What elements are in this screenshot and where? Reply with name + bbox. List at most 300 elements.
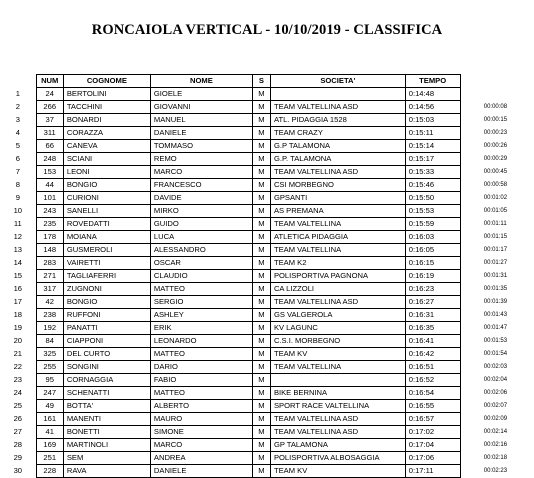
surname-cell: BONARDI: [63, 114, 150, 127]
table-row: [0, 413, 534, 426]
first-name-cell: MATTEO: [150, 348, 252, 361]
header-num: NUM: [36, 75, 63, 88]
table-row: [0, 127, 534, 140]
spacer-cell: [460, 153, 484, 166]
time-cell: 0:17:02: [405, 426, 460, 439]
bib-number-cell: 311: [36, 127, 63, 140]
time-cell: 0:16:54: [405, 387, 460, 400]
gap-time-cell: 00:01:35: [483, 286, 508, 292]
position-cell: 21: [13, 349, 23, 359]
club-cell: GPSANTI: [270, 192, 405, 205]
spacer-cell: [460, 296, 484, 309]
header-nome: NOME: [150, 75, 252, 88]
surname-cell: SCHENATTI: [63, 387, 150, 400]
surname-cell: VAIRETTI: [63, 257, 150, 270]
position-cell: 4: [15, 128, 20, 138]
table-row: [0, 257, 534, 270]
time-cell: 0:16:31: [405, 309, 460, 322]
spacer-cell: [460, 400, 484, 413]
club-cell: TEAM VALTELLINA ASD: [270, 413, 405, 426]
surname-cell: PANATTI: [63, 322, 150, 335]
sex-cell: M: [252, 205, 270, 218]
first-name-cell: FRANCESCO: [150, 179, 252, 192]
time-cell: 0:16:42: [405, 348, 460, 361]
first-name-cell: ASHLEY: [150, 309, 252, 322]
time-cell: 0:15:50: [405, 192, 460, 205]
table-row: [0, 218, 534, 231]
header-position: [0, 75, 36, 88]
gap-time-cell: 00:01:11: [483, 221, 507, 227]
time-cell: 0:17:06: [405, 452, 460, 465]
gap-time-cell: 00:02:14: [483, 429, 508, 435]
position-cell: 15: [13, 271, 23, 281]
first-name-cell: SIMONE: [150, 426, 252, 439]
spacer-cell: [460, 140, 484, 153]
bib-number-cell: 101: [36, 192, 63, 205]
bib-number-cell: 153: [36, 166, 63, 179]
spacer-cell: [460, 231, 484, 244]
gap-time-cell: 00:01:47: [483, 325, 508, 331]
header-societa: SOCIETA': [270, 75, 405, 88]
time-cell: 0:16:03: [405, 231, 460, 244]
first-name-cell: DANIELE: [150, 465, 252, 478]
time-cell: 0:16:27: [405, 296, 460, 309]
gap-time-cell: 00:01:39: [483, 299, 508, 305]
club-cell: ATLETICA PIDAGGIA: [270, 231, 405, 244]
club-cell: TEAM VALTELLINA ASD: [270, 101, 405, 114]
spacer-cell: [460, 426, 484, 439]
time-cell: 0:16:57: [405, 413, 460, 426]
first-name-cell: MAURO: [150, 413, 252, 426]
time-cell: 0:16:35: [405, 322, 460, 335]
spacer-cell: [460, 101, 484, 114]
position-cell: 3: [15, 115, 20, 125]
gap-time-cell: 00:01:54: [483, 351, 508, 357]
gap-time-cell: 00:02:09: [483, 416, 508, 422]
surname-cell: MANENTI: [63, 413, 150, 426]
sex-cell: M: [252, 166, 270, 179]
bib-number-cell: 161: [36, 413, 63, 426]
time-cell: 0:16:15: [405, 257, 460, 270]
spacer-cell: [460, 361, 484, 374]
bib-number-cell: 66: [36, 140, 63, 153]
first-name-cell: LUCA: [150, 231, 252, 244]
spacer-cell: [460, 322, 484, 335]
header-tempo: TEMPO: [405, 75, 460, 88]
first-name-cell: GIOELE: [150, 88, 252, 101]
first-name-cell: OSCAR: [150, 257, 252, 270]
gap-time-cell: 00:01:27: [483, 260, 508, 266]
bib-number-cell: 247: [36, 387, 63, 400]
time-cell: 0:16:23: [405, 283, 460, 296]
position-cell: 14: [13, 258, 23, 268]
time-cell: 0:15:53: [405, 205, 460, 218]
club-cell: AS PREMANA: [270, 205, 405, 218]
gap-time-cell: 00:02:06: [483, 390, 508, 396]
position-cell: 25: [13, 401, 23, 411]
sex-cell: M: [252, 374, 270, 387]
surname-cell: CIAPPONI: [63, 335, 150, 348]
table-row: [0, 179, 534, 192]
club-cell: CA LIZZOLI: [270, 283, 405, 296]
sex-cell: M: [252, 244, 270, 257]
position-cell: 22: [13, 362, 23, 372]
time-cell: 0:15:17: [405, 153, 460, 166]
sex-cell: M: [252, 140, 270, 153]
sex-cell: M: [252, 361, 270, 374]
club-cell: TEAM K2: [270, 257, 405, 270]
time-cell: 0:15:14: [405, 140, 460, 153]
surname-cell: TACCHINI: [63, 101, 150, 114]
club-cell: KV LAGUNC: [270, 322, 405, 335]
first-name-cell: MARCO: [150, 439, 252, 452]
surname-cell: ZUGNONI: [63, 283, 150, 296]
gap-time-cell: 00:01:17: [483, 247, 508, 253]
surname-cell: ROVEDATTI: [63, 218, 150, 231]
gap-time-cell: 00:00:15: [483, 117, 508, 123]
spacer-cell: [460, 218, 484, 231]
surname-cell: SCIANI: [63, 153, 150, 166]
table-row: [0, 114, 534, 127]
first-name-cell: MANUEL: [150, 114, 252, 127]
table-row: [0, 205, 534, 218]
club-cell: POLISPORTIVA PAGNONA: [270, 270, 405, 283]
position-cell: 10: [13, 206, 23, 216]
sex-cell: M: [252, 257, 270, 270]
club-cell: [270, 374, 405, 387]
club-cell: BIKE BERNINA: [270, 387, 405, 400]
first-name-cell: MARCO: [150, 166, 252, 179]
gap-time-cell: 00:02:03: [483, 364, 508, 370]
sex-cell: M: [252, 153, 270, 166]
sex-cell: M: [252, 348, 270, 361]
club-cell: C.S.I. MORBEGNO: [270, 335, 405, 348]
first-name-cell: REMO: [150, 153, 252, 166]
surname-cell: CURIONI: [63, 192, 150, 205]
time-cell: 0:14:56: [405, 101, 460, 114]
position-cell: 11: [13, 219, 22, 229]
table-row: [0, 244, 534, 257]
gap-time-cell: 00:01:15: [483, 234, 508, 240]
table-row: [0, 101, 534, 114]
table-row: [0, 335, 534, 348]
surname-cell: BONETTI: [63, 426, 150, 439]
time-cell: 0:15:46: [405, 179, 460, 192]
time-cell: 0:15:03: [405, 114, 460, 127]
first-name-cell: CLAUDIO: [150, 270, 252, 283]
position-cell: 2: [15, 102, 20, 112]
surname-cell: MARTINOLI: [63, 439, 150, 452]
club-cell: TEAM VALTELLINA: [270, 361, 405, 374]
position-cell: 29: [13, 453, 23, 463]
bib-number-cell: 169: [36, 439, 63, 452]
position-cell: 7: [15, 167, 20, 177]
position-cell: 17: [13, 297, 23, 307]
spacer-cell: [460, 413, 484, 426]
first-name-cell: DAVIDE: [150, 192, 252, 205]
sex-cell: M: [252, 452, 270, 465]
first-name-cell: MIRKO: [150, 205, 252, 218]
header-spacer: [460, 75, 484, 88]
gap-time-cell: [484, 88, 534, 101]
first-name-cell: ERIK: [150, 322, 252, 335]
position-cell: 27: [13, 427, 23, 437]
surname-cell: CORAZZA: [63, 127, 150, 140]
table-row: [0, 439, 534, 452]
bib-number-cell: 251: [36, 452, 63, 465]
time-cell: 0:14:48: [405, 88, 460, 101]
table-row: [0, 166, 534, 179]
sex-cell: M: [252, 400, 270, 413]
spacer-cell: [460, 88, 484, 101]
surname-cell: BOTTA': [63, 400, 150, 413]
time-cell: 0:17:04: [405, 439, 460, 452]
header-gap: [484, 75, 534, 88]
club-cell: G.P TALAMONA: [270, 140, 405, 153]
bib-number-cell: 192: [36, 322, 63, 335]
table-row: [0, 270, 534, 283]
club-cell: TEAM VALTELLINA: [270, 244, 405, 257]
surname-cell: CORNAGGIA: [63, 374, 150, 387]
bib-number-cell: 41: [36, 426, 63, 439]
sex-cell: M: [252, 296, 270, 309]
first-name-cell: SERGIO: [150, 296, 252, 309]
sex-cell: M: [252, 439, 270, 452]
bib-number-cell: 37: [36, 114, 63, 127]
gap-time-cell: 00:00:45: [483, 169, 508, 175]
sex-cell: M: [252, 179, 270, 192]
club-cell: TEAM VALTELLINA ASD: [270, 296, 405, 309]
club-cell: POLISPORTIVA ALBOSAGGIA: [270, 452, 405, 465]
first-name-cell: DARIO: [150, 361, 252, 374]
position-cell: 19: [13, 323, 23, 333]
surname-cell: LEONI: [63, 166, 150, 179]
position-cell: 9: [15, 193, 20, 203]
sex-cell: M: [252, 283, 270, 296]
surname-cell: SONGINI: [63, 361, 150, 374]
surname-cell: MOIANA: [63, 231, 150, 244]
bib-number-cell: 44: [36, 179, 63, 192]
gap-time-cell: 00:02:23: [483, 468, 508, 474]
table-row: [0, 387, 534, 400]
first-name-cell: TOMMASO: [150, 140, 252, 153]
club-cell: GP TALAMONA: [270, 439, 405, 452]
sex-cell: M: [252, 465, 270, 478]
bib-number-cell: 42: [36, 296, 63, 309]
surname-cell: RUFFONI: [63, 309, 150, 322]
spacer-cell: [460, 192, 484, 205]
surname-cell: SEM: [63, 452, 150, 465]
bib-number-cell: 49: [36, 400, 63, 413]
sex-cell: M: [252, 192, 270, 205]
time-cell: 0:15:59: [405, 218, 460, 231]
bib-number-cell: 243: [36, 205, 63, 218]
first-name-cell: GIOVANNI: [150, 101, 252, 114]
table-row: [0, 140, 534, 153]
first-name-cell: ANDREA: [150, 452, 252, 465]
table-row: [0, 283, 534, 296]
club-cell: G.P. TALAMONA: [270, 153, 405, 166]
bib-number-cell: 271: [36, 270, 63, 283]
spacer-cell: [460, 335, 484, 348]
gap-time-cell: 00:02:04: [483, 377, 508, 383]
gap-time-cell: 00:01:05: [483, 208, 508, 214]
bib-number-cell: 248: [36, 153, 63, 166]
table-row: [0, 296, 534, 309]
results-body: [0, 88, 534, 478]
first-name-cell: ALESSANDRO: [150, 244, 252, 257]
page-title: RONCAIOLA VERTICAL - 10/10/2019 - CLASSIFICA: [91, 22, 443, 38]
sex-cell: M: [252, 218, 270, 231]
first-name-cell: LEONARDO: [150, 335, 252, 348]
bib-number-cell: 266: [36, 101, 63, 114]
table-row: [0, 153, 534, 166]
spacer-cell: [460, 179, 484, 192]
table-row: [0, 231, 534, 244]
club-cell: CSI MORBEGNO: [270, 179, 405, 192]
spacer-cell: [460, 205, 484, 218]
surname-cell: SANELLI: [63, 205, 150, 218]
table-row: [0, 361, 534, 374]
surname-cell: RAVA: [63, 465, 150, 478]
spacer-cell: [460, 465, 484, 478]
club-cell: TEAM KV: [270, 465, 405, 478]
bib-number-cell: 317: [36, 283, 63, 296]
sex-cell: M: [252, 101, 270, 114]
bib-number-cell: 255: [36, 361, 63, 374]
sex-cell: M: [252, 88, 270, 101]
position-cell: 13: [13, 245, 23, 255]
position-cell: 16: [13, 284, 23, 294]
position-cell: 6: [15, 154, 20, 164]
table-header-row: [0, 75, 534, 88]
first-name-cell: DANIELE: [150, 127, 252, 140]
first-name-cell: FABIO: [150, 374, 252, 387]
sex-cell: M: [252, 309, 270, 322]
position-cell: 28: [13, 440, 23, 450]
table-row: [0, 309, 534, 322]
surname-cell: BERTOLINI: [63, 88, 150, 101]
position-cell: 24: [13, 388, 23, 398]
position-cell: 1: [15, 89, 20, 99]
sex-cell: M: [252, 426, 270, 439]
first-name-cell: MATTEO: [150, 387, 252, 400]
gap-time-cell: 00:00:23: [483, 130, 508, 136]
spacer-cell: [460, 387, 484, 400]
table-row: [0, 400, 534, 413]
sex-cell: M: [252, 127, 270, 140]
gap-time-cell: 00:02:07: [483, 403, 508, 409]
time-cell: 0:15:11: [405, 127, 460, 140]
surname-cell: TAGLIAFERRI: [63, 270, 150, 283]
position-cell: 23: [13, 375, 23, 385]
spacer-cell: [460, 114, 484, 127]
sex-cell: M: [252, 335, 270, 348]
club-cell: GS VALGEROLA: [270, 309, 405, 322]
position-cell: 30: [13, 466, 23, 476]
surname-cell: DEL CURTO: [63, 348, 150, 361]
table-row: [0, 322, 534, 335]
table-row: [0, 374, 534, 387]
spacer-cell: [460, 374, 484, 387]
first-name-cell: GUIDO: [150, 218, 252, 231]
results-table: [0, 74, 534, 478]
position-cell: 18: [13, 310, 23, 320]
time-cell: 0:16:19: [405, 270, 460, 283]
spacer-cell: [460, 452, 484, 465]
spacer-cell: [460, 439, 484, 452]
header-sex: S: [252, 75, 270, 88]
position-cell: 26: [13, 414, 23, 424]
bib-number-cell: 235: [36, 218, 63, 231]
surname-cell: CANEVA: [63, 140, 150, 153]
spacer-cell: [460, 309, 484, 322]
gap-time-cell: 00:01:02: [483, 195, 508, 201]
time-cell: 0:17:11: [405, 465, 460, 478]
gap-time-cell: 00:01:53: [483, 338, 508, 344]
first-name-cell: MATTEO: [150, 283, 252, 296]
bib-number-cell: 95: [36, 374, 63, 387]
sex-cell: M: [252, 387, 270, 400]
bib-number-cell: 84: [36, 335, 63, 348]
bib-number-cell: 178: [36, 231, 63, 244]
club-cell: TEAM KV: [270, 348, 405, 361]
bib-number-cell: 24: [36, 88, 63, 101]
club-cell: TEAM VALTELLINA ASD: [270, 426, 405, 439]
gap-time-cell: 00:00:58: [483, 182, 508, 188]
surname-cell: BONGIO: [63, 179, 150, 192]
sex-cell: M: [252, 270, 270, 283]
header-cognome: COGNOME: [63, 75, 150, 88]
sex-cell: M: [252, 114, 270, 127]
time-cell: 0:16:55: [405, 400, 460, 413]
time-cell: 0:16:05: [405, 244, 460, 257]
gap-time-cell: 00:01:43: [483, 312, 508, 318]
club-cell: SPORT RACE VALTELLINA: [270, 400, 405, 413]
sex-cell: M: [252, 231, 270, 244]
spacer-cell: [460, 270, 484, 283]
time-cell: 0:16:41: [405, 335, 460, 348]
sex-cell: M: [252, 322, 270, 335]
table-row: [0, 88, 534, 101]
bib-number-cell: 283: [36, 257, 63, 270]
position-cell: 12: [13, 232, 23, 242]
table-row: [0, 192, 534, 205]
table-row: [0, 465, 534, 478]
position-cell: 20: [13, 336, 23, 346]
gap-time-cell: 00:02:16: [483, 442, 508, 448]
gap-time-cell: 00:02:18: [483, 455, 508, 461]
time-cell: 0:16:52: [405, 374, 460, 387]
bib-number-cell: 228: [36, 465, 63, 478]
spacer-cell: [460, 166, 484, 179]
time-cell: 0:15:33: [405, 166, 460, 179]
first-name-cell: ALBERTO: [150, 400, 252, 413]
spacer-cell: [460, 127, 484, 140]
gap-time-cell: 00:00:08: [483, 104, 508, 110]
gap-time-cell: 00:00:29: [483, 156, 508, 162]
table-row: [0, 426, 534, 439]
spacer-cell: [460, 257, 484, 270]
spacer-cell: [460, 283, 484, 296]
bib-number-cell: 325: [36, 348, 63, 361]
table-row: [0, 348, 534, 361]
surname-cell: BONGIO: [63, 296, 150, 309]
bib-number-cell: 148: [36, 244, 63, 257]
gap-time-cell: 00:01:31: [483, 273, 508, 279]
sex-cell: M: [252, 413, 270, 426]
table-row: [0, 452, 534, 465]
